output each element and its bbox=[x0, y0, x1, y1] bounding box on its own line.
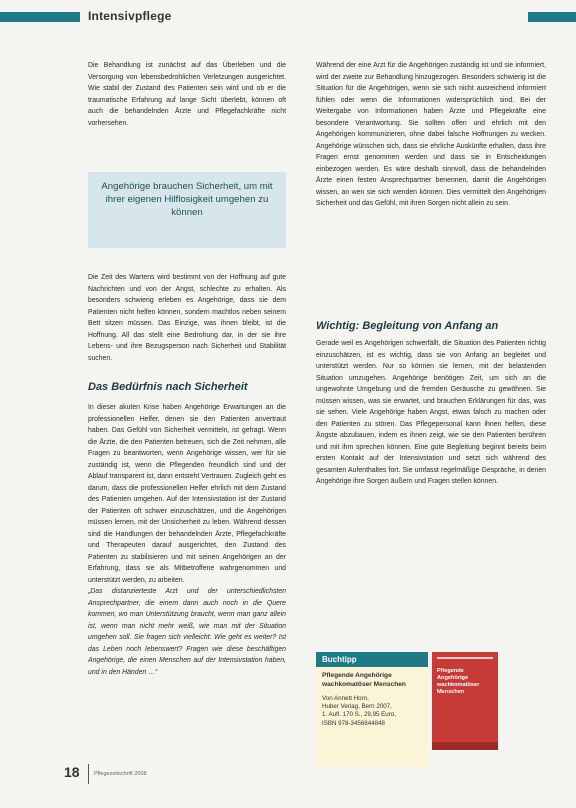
section-title: Intensivpflege bbox=[88, 9, 172, 23]
book-cover-title: Pflegende Angehörige wachkomatöser Menschen bbox=[437, 668, 480, 695]
page-number: 18 bbox=[64, 764, 80, 780]
paragraph: Gerade weil es Angehörigen schwerfällt, die Situation des Patienten richtig einzuschätzen, ist es wichtig, dass sie von Anfang an begleitet und unterstützt werden. Nur so können sie lernen, mit der belastenden Situation umzugehen. Angehörige benötigen Zeit, um sich an die ungewohnte Umgebung und die fremden Geräusche zu gewöhnen. Sie müssen wissen, was sie erwartet, und brauchen Erklärungen für das, was sie sehen. Viele Angehörige haben Angst, etwas falsch zu machen oder den Patienten zu stören. Das Pflegepersonal kann ihnen helfen, diese Ängste abzubauen, indem es ihnen zeigt, wie sie den Patienten berühren und mit ihm sprechen können. Eine gute Begleitung beginnt bereits beim ersten Kontakt auf der Intensivstation und setzt sich während des gesamten Aufenthaltes fort. Sie umfasst regelmäßige Gespräche, in denen Angehörige ihre Sorgen äußern und Fragen stellen können. bbox=[316, 340, 546, 485]
paragraph: Die Behandlung ist zunächst auf das Überleben und die Versorgung von lebensbedrohlichen Verletzungen ausgerichtet. Wie stabil der Zustand des Patienten sein wird und ob er die traumatische Erfahrung auf lange Sicht überlebt, können oft auch die behandelnden Ärzte und Pflegefachkräfte nicht vorhersehen. bbox=[88, 62, 286, 127]
left-column-section bbox=[88, 402, 286, 678]
subheading-begleitung: Wichtig: Begleitung von Anfang an bbox=[316, 320, 499, 332]
book-publisher: Huber Verlag, Bern 2007, bbox=[322, 703, 392, 711]
header-accent-bar-right bbox=[528, 12, 576, 22]
book-cover-image bbox=[432, 652, 498, 750]
book-edition: 1. Aufl. 170 S., 29,95 Euro, bbox=[322, 711, 396, 719]
quote-paragraph: „Das distanzierteste Arzt und der unterschiedlichsten Ansprechpartner, die einem dann auch noch in die Quere kommen, wo man Unterstützung braucht, wenn man ganz allein ist, wenn man nicht mehr weiß, wie man mit der Situation umgehen soll. Sie fragen sich vielleicht: Wie geht es weiter? Ist das Leben noch lebenswert? Fragen wie diese beschäftigen Angehörige, die einen Menschen auf der Intensivstation haben, und in den Händen …“ bbox=[88, 588, 286, 676]
book-tip-box bbox=[316, 652, 428, 767]
right-column-intro bbox=[316, 60, 546, 210]
book-cover-stripe bbox=[437, 657, 493, 659]
right-column-section bbox=[316, 338, 546, 488]
subheading-sicherheit: Das Bedürfnis nach Sicherheit bbox=[88, 381, 248, 393]
book-isbn: ISBN 978-3456844848 bbox=[322, 719, 385, 727]
pull-quote bbox=[88, 172, 286, 248]
paragraph: Während der eine Arzt für die Angehörigen zuständig ist und sie informiert, wird der zweite zur Behandlung hinzugezogen. Besonders schwierig ist die Situation für die Angehörigen, wenn sie sich nicht ausreichend informiert fühlen oder wenn die Informationen widersprüchlich sind. Bei der Weitergabe von Informationen haben Ärzte und Pflegekräfte eine besondere Verantwortung. Sie sollten offen und ehrlich mit den Angehörigen kommunizieren, ohne dabei falsche Hoffnungen zu wecken. Angehörige wünschen sich, dass sie ehrliche Auskünfte erhalten, dass ihre Fragen ernst genommen werden und dass sie in Entscheidungen einbezogen werden. Es wäre deshalb sinnvoll, dass die behandelnden Ärzte einen festen Ansprechpartner benennen, damit die Angehörigen wissen, an wen sie sich wenden können. Dies vermittelt den Angehörigen Sicherheit und das Gefühl, mit ihren Sorgen nicht allein zu sein. bbox=[316, 62, 546, 207]
footer-divider bbox=[88, 764, 89, 784]
book-author: Von Annett Horn, bbox=[322, 695, 369, 702]
paragraph: Die Zeit des Wartens wird bestimmt von der Hoffnung auf gute Nachrichten und von der Angst, schlechte zu erhalten. Als besonders schwierig erleben es Angehörige, dass sie dem Patienten nicht helfen können, sondern machtlos neben seinem Bett sitzen müssen. Das Einzige, was ihnen bleibt, ist die Hoffnung. All das stellt eine Bedrohung dar, in der sie ihre Lebens- und ihre Bezugsperson nach Sicherheit und Stabilität suchen. bbox=[88, 274, 286, 362]
book-title: Pflegende Angehörige wachkomatöser Menschen bbox=[322, 672, 406, 688]
book-tip-label: Buchtipp bbox=[316, 652, 428, 667]
header-accent-bar-left bbox=[0, 12, 80, 22]
paragraph: In dieser akuten Krise haben Angehörige Erwartungen an die professionellen Helfer, denen sie den Patienten anvertraut haben. Das Gefühl von Sicherheit vermitteln, ist gefragt. Wenn die Ärzte, die den Patienten betreuen, sich die Zeit nehmen, alle Fragen zu beantworten, wenn Angehörige wissen, wer für sie zuständig ist, wenn die Pflegenden freundlich sind und der Ablauf transparent ist, dann entsteht Vertrauen. Zugleich geht es darum, dass die professionellen Helfer ehrlich mit dem Zustand des Patienten umgehen. Auf der Intensivstation ist der Zustand der Patienten oft schwer einzuschätzen, und die Angehörigen müssen lernen, mit der Unsicherheit zu leben. Während dessen sind die Handlungen der behandelnden Ärzte, Pflegefachkräfte und Therapeuten darauf ausgerichtet, den Zustand des Patienten zu stabilisieren und mit seinen Angehörigen an der Erfahrung, dass sie als Mitbetroffene wahrgenommen und unterstützt werden, zu arbeiten. bbox=[88, 404, 286, 584]
book-details bbox=[316, 689, 428, 728]
left-column-body bbox=[88, 272, 286, 364]
journal-footer: Pflegezeitschrift 2008 bbox=[94, 771, 147, 777]
pull-quote-text: Angehörige brauchen Sicherheit, um mit ihrer eigenen Hilflosigkeit umgehen zu können bbox=[101, 181, 273, 218]
left-column-intro bbox=[88, 60, 286, 129]
book-cover-band bbox=[432, 742, 498, 750]
